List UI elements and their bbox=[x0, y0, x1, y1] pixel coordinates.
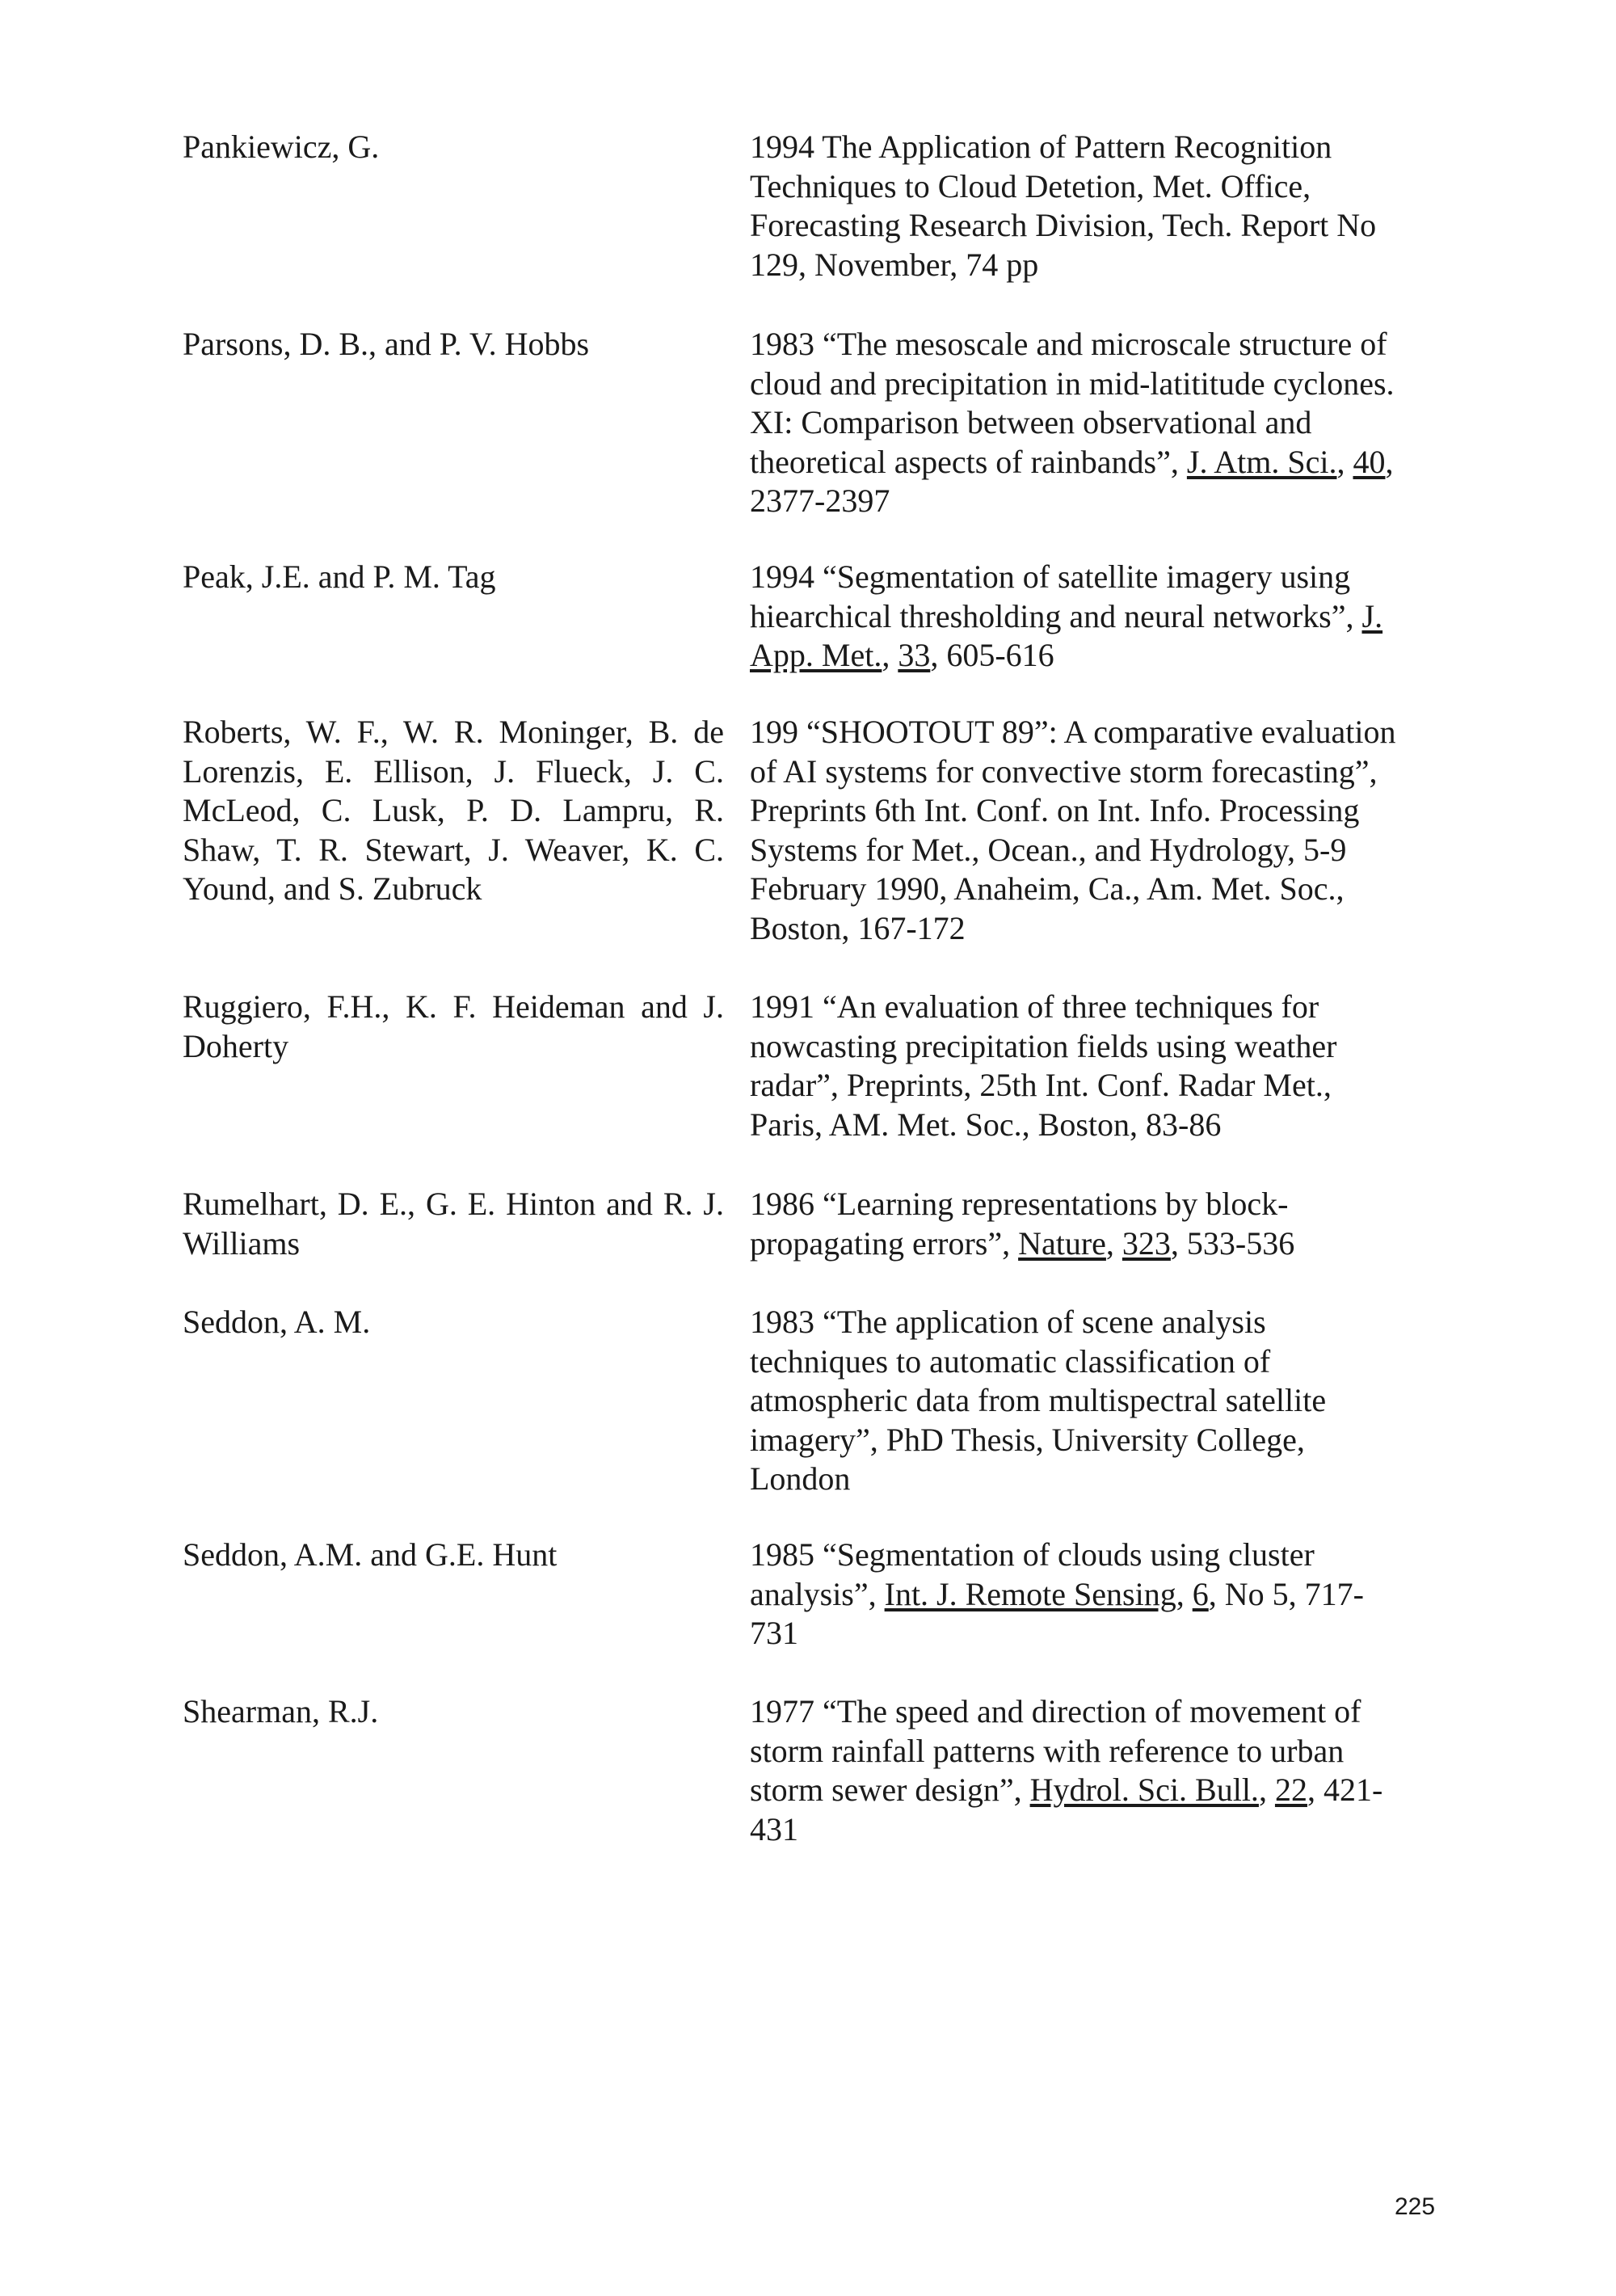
reference-author: Roberts, W. F., W. R. Moninger, B. de Lorenzis, E. Ellison, J. Flueck, J. C. McLeod, C. Lusk, P. D. Lampru, R. Shaw, T. R. Stewart, J. Weaver, K. C. Yound, and S. Zubruck bbox=[183, 714, 724, 907]
citation-underlined-segment: J. Atm. Sci. bbox=[1186, 443, 1337, 480]
citation-segment: 1985 “Segmentation of clouds using cluster analysis”, bbox=[750, 1536, 1315, 1612]
reference-citation bbox=[750, 1303, 1396, 1499]
citation-segment: 1983 “The application of scene analysis techniques to automatic classification of atmospheric data from multispectral satellite imagery”, PhD Thesis, University College, London bbox=[750, 1304, 1327, 1497]
reference-citation bbox=[750, 325, 1396, 521]
citation-segment: , 2377-2397 bbox=[750, 443, 1394, 519]
reference-author: Rumelhart, D. E., G. E. Hinton and R. J. Williams bbox=[183, 1186, 724, 1262]
reference-citation bbox=[750, 1536, 1396, 1654]
citation-underlined-segment: 22 bbox=[1274, 1772, 1307, 1808]
citation-segment: 1991 “An evaluation of three techniques for nowcasting precipitation fields using weather radar”, Preprints, 25th Int. Conf. Radar Met., Paris, AM. Met. Soc., Boston, 83-86 bbox=[750, 988, 1337, 1143]
citation-underlined-segment: 323 bbox=[1122, 1224, 1171, 1262]
citation-segment: , bbox=[1176, 1575, 1193, 1612]
reference-citation bbox=[750, 558, 1396, 676]
citation-underlined-segment: 40 bbox=[1353, 443, 1386, 480]
citation-underlined-segment: Nature bbox=[1018, 1224, 1106, 1262]
citation-segment: 199 “SHOOTOUT 89”: A comparative evaluation of AI systems for convective storm forecasting”, Preprints 6th Int. Conf. on Int. Info. Processing Systems for Met., Ocean., and Hydrology, 5-9 February 1990, Anaheim, Ca., Am. Met. Soc., Boston, 167-172 bbox=[750, 714, 1396, 946]
citation-underlined-segment: Int. J. Remote Sensing bbox=[884, 1575, 1176, 1612]
reference-author: Seddon, A. M. bbox=[183, 1304, 371, 1340]
citation-segment: 1983 “The mesoscale and microscale structure of cloud and precipitation in mid-latititude cyclones. XI: Comparison between observational and theoretical aspects of rainbands”, bbox=[750, 326, 1395, 480]
citation-segment: , No 5, 717-731 bbox=[750, 1575, 1364, 1651]
reference-citation bbox=[750, 988, 1396, 1144]
citation-segment: , 605-616 bbox=[930, 637, 1054, 673]
citation-segment: 1994 The Application of Pattern Recognition Techniques to Cloud Detetion, Met. Office, Forecasting Research Division, Tech. Report No 129, November, 74 pp bbox=[750, 128, 1377, 283]
page-number: 225 bbox=[1395, 2193, 1436, 2220]
reference-citation bbox=[750, 1185, 1396, 1263]
reference-author: Parsons, D. B., and P. V. Hobbs bbox=[183, 326, 590, 362]
reference-author: Ruggiero, F.H., K. F. Heideman and J. Doherty bbox=[183, 988, 724, 1064]
reference-author: Shearman, R.J. bbox=[183, 1693, 379, 1729]
citation-segment: 1994 “Segmentation of satellite imagery using hiearchical thresholding and neural networks”, bbox=[750, 558, 1362, 634]
reference-citation bbox=[750, 1692, 1396, 1849]
citation-segment: 1986 “Learning representations by block-propagating errors”, bbox=[750, 1186, 1289, 1262]
citation-underlined-segment: Hydrol. Sci. Bull. bbox=[1029, 1772, 1259, 1808]
reference-author: Pankiewicz, G. bbox=[183, 128, 380, 165]
reference-citation bbox=[750, 713, 1396, 948]
citation-segment: , bbox=[882, 637, 898, 673]
reference-citation bbox=[750, 128, 1396, 284]
citation-segment: , bbox=[1105, 1224, 1122, 1262]
citation-segment: , 533-536 bbox=[1170, 1224, 1295, 1262]
citation-underlined-segment: J. App. Met. bbox=[750, 597, 1383, 673]
citation-segment: , bbox=[1258, 1772, 1275, 1808]
citation-segment: 1977 “The speed and direction of movement of storm rainfall patterns with reference to urban storm sewer design”, bbox=[750, 1693, 1361, 1808]
citation-underlined-segment: 6 bbox=[1192, 1575, 1209, 1612]
citation-segment: , 421-431 bbox=[750, 1772, 1383, 1847]
citation-underlined-segment: 33 bbox=[898, 637, 931, 673]
citation-segment: , bbox=[1336, 443, 1353, 480]
reference-author: Peak, J.E. and P. M. Tag bbox=[183, 558, 496, 595]
reference-author: Seddon, A.M. and G.E. Hunt bbox=[183, 1536, 558, 1573]
